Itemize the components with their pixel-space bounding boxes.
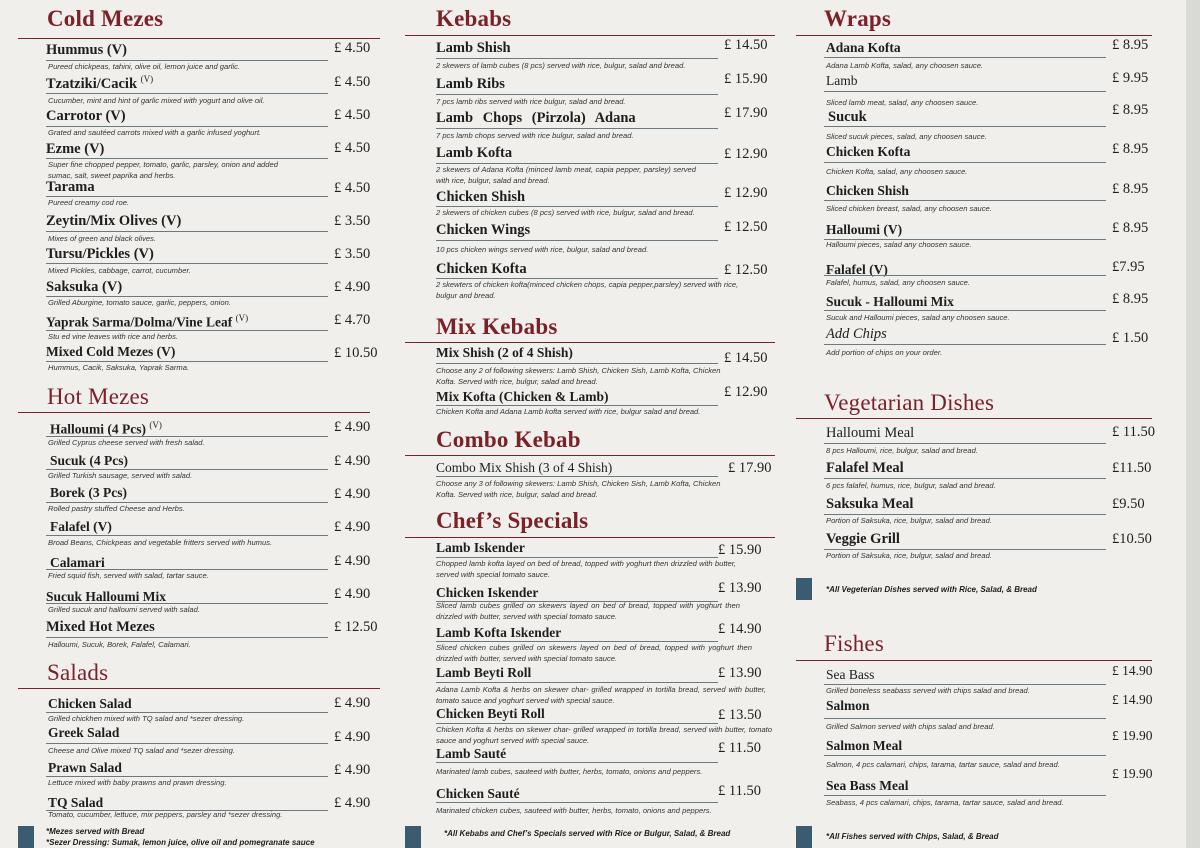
item-desc: Sliced chicken cubes grilled on skewers layed on bed of bread, topped with yoghurt then drizzled with butter, served with special tomato sauce. — [436, 643, 752, 663]
item-price: £ 12.50 — [724, 262, 768, 278]
item-name: Mixed Cold Mezes (V) — [46, 344, 176, 359]
item-desc: Lettuce mixed with baby prawns and prawn dressing. — [48, 778, 227, 787]
item-name: Tursu/Pickles (V) — [46, 246, 154, 262]
section-rule — [796, 660, 1152, 661]
item-desc: Portion of Saksuka, rice, bulgur, salad and bread. — [826, 516, 992, 525]
item-price: £ 12.90 — [724, 185, 768, 201]
item-name: Saksuka Meal — [826, 496, 914, 512]
item-desc: Halloumi pieces, salad any choosen sauce. — [826, 240, 972, 249]
item-name: Borek (3 Pcs) — [50, 485, 127, 500]
item-price: £ 4.90 — [334, 553, 371, 569]
item-price: £ 15.90 — [724, 71, 768, 87]
item-name: Greek Salad — [48, 725, 120, 740]
item-price: £ 17.90 — [728, 460, 772, 476]
item-price: £ 13.90 — [718, 665, 762, 681]
section-title-hot-mezes: Hot Mezes — [47, 384, 150, 409]
item-desc: Sliced lamb cubes grilled on skewers layed on bed of bread, topped with yoghurt then drizzled with butter, served with special tomato sauce. — [436, 601, 740, 621]
footnote: *All Kebabs and Chef’s Specials served with Rice or Bulgur, Salad, & Bread — [444, 829, 731, 838]
item-name: Mixed Hot Mezes — [46, 619, 155, 635]
item-desc: Mixed Pickles, cabbage, carrot, cucumber. — [48, 266, 191, 275]
item-name: Chicken Wings — [436, 222, 531, 238]
section-title-chefs-specials: Chef’s Specials — [436, 508, 589, 533]
item-desc: Chicken Kofta and Adana Lamb kofta served with rice, bulgur salad and bread. — [436, 407, 701, 416]
item-name: Lamb — [826, 73, 858, 88]
item-desc: 8 pcs Halloumi, rice, bulgur, salad and bread. — [826, 446, 978, 455]
item-name: Combo Mix Shish (3 of 4 Shish) — [436, 460, 613, 475]
item-desc: Cheese and Olive mixed TQ salad and *sezer dressing. — [48, 746, 235, 755]
item-desc: Choose any 3 of following skewers: Lamb Shish, Chicken Sish, Lamb Kofta, Chicken Kofta. Served with rice, bulgur, salad and bread. — [436, 479, 721, 499]
item-name: Adana Kofta — [826, 40, 901, 55]
section-title-mix-kebabs: Mix Kebabs — [436, 314, 558, 339]
item-price: £ 4.70 — [334, 312, 371, 328]
item-price: £ 13.90 — [718, 580, 762, 596]
item-name: Ezme (V) — [46, 141, 105, 157]
item-price: £ 4.90 — [334, 486, 371, 502]
item-name: Calamari — [50, 555, 105, 570]
item-name: Mix Shish (2 of 4 Shish) — [436, 345, 573, 360]
item-desc: Sliced sucuk pieces, salad, any choosen sauce. — [826, 132, 987, 141]
item-name: Chicken Shish — [826, 183, 909, 198]
item-price: £ 8.95 — [1112, 141, 1149, 157]
item-desc: Grated and sautéed carrots mixed with a garlic infused yoghurt. — [48, 128, 262, 137]
item-price: £ 19.90 — [1112, 766, 1153, 781]
item-price: £ 8.95 — [1112, 220, 1149, 236]
item-price: £ 4.90 — [334, 729, 371, 745]
item-desc: Adana Lamb Kofta & herbs on skewer char- grilled wrapped in tortilla bread, served with butter, tomato sauce and yoghurt served with special sauce. — [436, 685, 766, 705]
section-title-salads: Salads — [47, 660, 109, 685]
page-edge-shadow — [1186, 0, 1200, 848]
note-marker — [796, 826, 812, 848]
item-price: £ 14.90 — [718, 621, 762, 637]
section-rule — [18, 688, 380, 689]
item-desc: Marinated lamb cubes, sauteed with butter, herbs, tomato, onions and peppers. — [436, 767, 703, 776]
item-price: £ 8.95 — [1112, 37, 1149, 53]
item-price: £ 4.50 — [334, 180, 371, 196]
item-desc: 6 pcs falafel, humus, rice, bulgur, salad and bread. — [826, 481, 996, 490]
item-price: £ 11.50 — [718, 783, 761, 799]
item-name: TQ Salad — [48, 795, 104, 810]
item-name: Halloumi (4 Pcs) $^{(V)}$ — [50, 420, 162, 437]
section-title-kebabs: Kebabs — [436, 6, 512, 31]
item-desc: Sliced lamb meat, salad, any choosen sauce. — [826, 98, 979, 107]
item-name: Chicken Shish — [436, 189, 526, 205]
item-price: £ 13.50 — [718, 707, 762, 723]
item-name: Prawn Salad — [48, 760, 122, 775]
item-desc: Seabass, 4 pcs calamari, chips, tarama, tartar sauce, salad and bread. — [826, 798, 1064, 807]
item-price: £ 15.90 — [718, 542, 762, 558]
item-price: £ 1.50 — [1112, 330, 1149, 346]
section-title-combo-kebab: Combo Kebab — [436, 427, 581, 452]
item-name: Sucuk - Halloumi Mix — [826, 294, 954, 309]
item-desc: 7 pcs lamb ribs served with rice bulgur, salad and bread. — [436, 97, 626, 106]
item-name: Saksuka (V) — [46, 279, 123, 295]
item-price: £ 4.90 — [334, 586, 371, 602]
item-name: Falafel Meal — [826, 460, 904, 476]
section-rule — [796, 418, 1152, 419]
item-desc: Rolled pastry stuffed Cheese and Herbs. — [48, 504, 185, 513]
item-desc: Grilled sucuk and halloumi served with salad. — [48, 605, 200, 614]
item-desc: 2 skewers of lamb cubes (8 pcs) served with rice, bulgur, salad and bread. — [436, 61, 686, 70]
item-price: £ 17.90 — [724, 105, 768, 121]
item-desc: Hummus, Cacik, Saksuka, Yaprak Sarma. — [48, 363, 190, 372]
item-name: Yaprak Sarma/Dolma/Vine Leaf $^{(V)}$ — [46, 313, 249, 330]
item-name: Zeytin/Mix Olives (V) — [46, 213, 182, 229]
item-price: £11.50 — [1112, 460, 1152, 476]
item-price: £ 3.50 — [334, 246, 371, 262]
item-price: £ 4.50 — [334, 40, 371, 56]
item-price: £ 9.95 — [1112, 70, 1149, 86]
item-price: £ 8.95 — [1112, 181, 1149, 197]
item-name: Add Chips — [826, 326, 887, 342]
section-rule — [405, 455, 775, 456]
item-desc: Grilled Aburgine, tomato sauce, garlic, peppers, onion. — [48, 298, 231, 307]
footnote: *All Vegeterian Dishes served with Rice, Salad, & Bread — [826, 585, 1037, 594]
item-name: Halloumi Meal — [826, 425, 915, 441]
item-price: £ 12.50 — [724, 219, 768, 235]
item-name: Halloumi (V) — [826, 222, 903, 237]
item-desc: Stu ed vine leaves with rice and herbs. — [48, 332, 179, 341]
item-price: £10.50 — [1112, 531, 1152, 547]
item-price: £ 4.90 — [334, 695, 371, 711]
item-desc: Chopped lamb kofta layed on bed of bread, topped with yoghurt then drizzled with butter, served with special tomato sauce. — [436, 559, 736, 579]
item-price: £7.95 — [1112, 259, 1145, 275]
item-price: £ 4.90 — [334, 453, 371, 469]
item-name: Chicken Iskender — [436, 585, 539, 600]
item-desc: 2 skewers of chicken cubes (8 pcs) served with rice, bulgur, salad and bread. — [436, 208, 695, 217]
item-price: £ 4.90 — [334, 762, 371, 778]
item-price: £ 4.90 — [334, 795, 371, 811]
item-name: Lamb Chops (Pirzola) Adana — [436, 110, 636, 126]
item-desc: Tomato, cucumber, lettuce, mix peppers, parsley and *sezer dressing. — [48, 810, 283, 819]
item-desc: Falafel, humus, salad, any choosen sauce. — [826, 278, 970, 287]
item-price: £ 14.90 — [1112, 692, 1153, 707]
item-desc: Halloumi, Sucuk, Borek, Falafel, Calamari. — [48, 640, 191, 649]
item-price: £ 14.50 — [724, 37, 768, 53]
item-name: Sea Bass — [826, 667, 875, 682]
item-price: £9.50 — [1112, 496, 1145, 512]
section-title-fishes: Fishes — [824, 631, 884, 656]
item-name: Carrotor (V) — [46, 108, 126, 124]
item-desc: 10 pcs chicken wings served with rice, bulgur, salad and bread. — [436, 245, 649, 254]
item-desc: Cucumber, mint and hint of garlic mixed with yogurt and olive oil. — [48, 96, 265, 105]
footnote: *Mezes served with Bread *Sezer Dressing: Sumak, lemon juice, olive oil and pomegranate sauce — [46, 827, 315, 847]
item-name: Sucuk Halloumi Mix — [46, 589, 167, 604]
item-price: £ 8.95 — [1112, 291, 1149, 307]
item-desc: Grilled Cyprus cheese served with fresh salad. — [48, 438, 205, 447]
item-price: £ 4.90 — [334, 279, 371, 295]
item-desc: Marinated chicken cubes, sauteed with butter, herbs, tomato, onions and peppers. — [436, 806, 712, 815]
item-price: £ 11.50 — [718, 740, 761, 756]
item-desc: Sucuk and Halloumi pieces, salad any choosen sauce. — [826, 313, 1010, 322]
item-desc: Grilled Salmon served with chips salad and bread. — [826, 722, 995, 731]
item-desc: Mixes of green and black olives. — [48, 234, 157, 243]
item-name: Salmon — [826, 698, 870, 713]
item-desc: Grilled boneless seabass served with chips salad and bread. — [826, 686, 1030, 695]
item-name: Chicken Kofta — [826, 144, 911, 159]
item-name: Chicken Beyti Roll — [436, 706, 545, 721]
item-name: Lamb Sauté — [436, 746, 507, 761]
note-marker — [796, 578, 812, 600]
item-price: £ 8.95 — [1112, 102, 1149, 118]
column-left — [0, 0, 395, 848]
item-desc: Grilled Turkish sausage, served with salad. — [48, 471, 193, 480]
item-desc: Sliced chicken breast, salad, any choosen sauce. — [826, 204, 992, 213]
item-desc: Salmon, 4 pcs calamari, chips, tarama, tartar sauce, salad and bread. — [826, 760, 1060, 769]
item-desc: Chicken Kofta & herbs on skewer char- grilled wrapped in tortilla bread, served with butter, tomato sauce and yoghurt served with special sauce. — [436, 725, 772, 745]
item-price: £ 3.50 — [334, 213, 371, 229]
section-rule — [405, 35, 775, 36]
item-name: Falafel (V) — [826, 262, 888, 277]
item-price: £ 14.90 — [1112, 663, 1153, 678]
item-name: Sea Bass Meal — [826, 778, 909, 793]
note-marker — [405, 826, 421, 848]
item-desc: Pureed chickpeas, tahini, olive oil, lemon juice and garlic. — [48, 62, 241, 71]
section-rule — [405, 537, 775, 538]
item-price: £ 10.50 — [334, 345, 378, 361]
item-desc: 7 pcs lamb chops served with rice bulgur, salad and bread. — [436, 131, 634, 140]
item-name: Mix Kofta (Chicken & Lamb) — [436, 389, 609, 404]
item-name: Sucuk (4 Pcs) — [50, 453, 129, 468]
item-name: Lamb Iskender — [436, 540, 525, 555]
item-desc: Choose any 2 of following skewers: Lamb Shish, Chicken Sish, Lamb Kofta, Chicken Kofta. Served with rice, bulgur, salad and bread. — [436, 366, 721, 386]
item-name: Sucuk — [828, 109, 867, 125]
item-desc: Chicken Kofta, salad, any choosen sauce. — [826, 167, 968, 176]
item-price: £ 19.90 — [1112, 728, 1153, 743]
item-name: Lamb Ribs — [436, 76, 505, 92]
item-name: Chicken Sauté — [436, 786, 520, 801]
column-middle — [398, 0, 792, 848]
item-desc: Add portion of chips on your order. — [826, 348, 943, 357]
item-name: Lamb Shish — [436, 40, 511, 56]
item-name: Lamb Kofta — [436, 145, 513, 161]
item-name: Falafel (V) — [50, 519, 112, 534]
item-desc: Adana Lamb Kofta, salad, any choosen sauce. — [826, 61, 984, 70]
item-price: £ 12.90 — [724, 384, 768, 400]
item-desc: Pureed creamy cod roe. — [48, 198, 130, 207]
item-price: £ 4.90 — [334, 519, 371, 535]
item-desc: 2 skewers of Adana Kofta (minced lamb meat, capia pepper, parsley) served with rice, bulgur, salad and bread. — [436, 165, 696, 185]
section-rule — [796, 35, 1152, 36]
item-name: Tzatziki/Cacik $^{(V)}$ — [46, 74, 154, 92]
item-price: £ 11.50 — [1112, 424, 1155, 440]
section-rule — [18, 38, 380, 39]
item-price: £ 4.50 — [334, 140, 371, 156]
item-desc: Grilled chickhen mixed with TQ salad and *sezer dressing. — [48, 714, 245, 723]
item-price: £ 14.50 — [724, 350, 768, 366]
item-price: £ 12.50 — [334, 619, 378, 635]
item-name: Lamb Beyti Roll — [436, 665, 532, 680]
section-title-vegetarian: Vegetarian Dishes — [824, 390, 995, 415]
item-desc: Fried squid fish, served with salad, tartar sauce. — [48, 571, 209, 580]
item-desc: Portion of Saksuka, rice, bulgur, salad and bread. — [826, 551, 992, 560]
section-title-wraps: Wraps — [824, 6, 892, 31]
item-price: £ 4.50 — [334, 107, 371, 123]
item-desc: 2 skewters of chicken kofta(minced chicken chops, capia pepper,parsley) served with rice, bulgur and bread. — [436, 280, 739, 300]
item-name: Hummus (V) — [46, 42, 127, 58]
section-title-cold-mezes: Cold Mezes — [47, 6, 164, 31]
item-name: Veggie Grill — [826, 531, 900, 547]
item-price: £ 4.50 — [334, 74, 371, 90]
item-price: £ 4.90 — [334, 419, 371, 435]
column-right — [790, 0, 1200, 848]
item-name: Salmon Meal — [826, 738, 903, 753]
item-name: Lamb Kofta Iskender — [436, 625, 562, 640]
section-rule — [405, 342, 775, 343]
item-name: Chicken Salad — [48, 696, 132, 711]
item-price: £ 12.90 — [724, 146, 768, 162]
footnote: *All Fishes served with Chips, Salad, & Bread — [826, 832, 999, 841]
item-desc: Broad Beans, Chickpeas and vegetable fritters served with humus. — [48, 538, 273, 547]
note-marker — [18, 826, 34, 848]
item-name: Chicken Kofta — [436, 261, 527, 277]
section-rule — [18, 412, 370, 413]
item-desc: Super fine chopped pepper, tomato, garlic, parsley, onion and added sumac, salt, sweet paprika and herbs. — [48, 160, 278, 180]
item-name: Tarama — [46, 179, 95, 195]
